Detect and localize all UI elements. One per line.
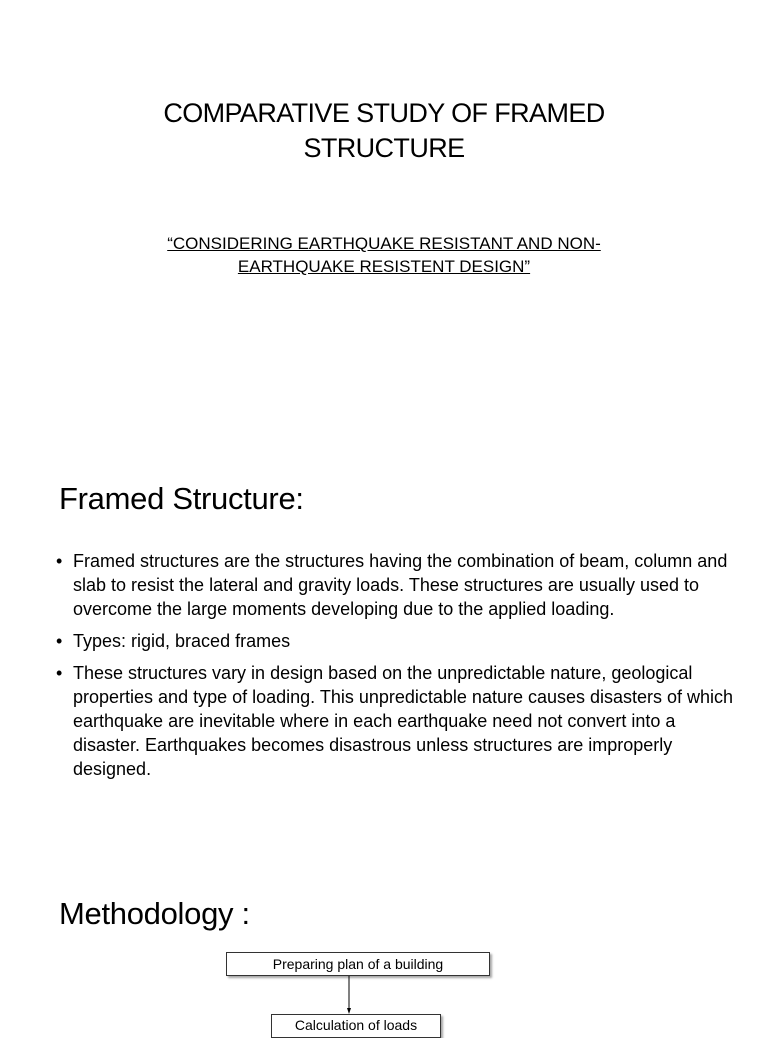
flow-arrow-icon bbox=[347, 976, 351, 1014]
bullet-text: Types: rigid, braced frames bbox=[73, 631, 291, 651]
bullet-text: These structures vary in design based on the unpredictable nature, geological properties and type of loading. This unpredictable nature causes disasters of which earthquake are inevitable where in each earthquake need not convert into a disaster. Earthquakes becomes disastrous unless structures are improperly designed. bbox=[73, 663, 734, 779]
slide-heading: Framed Structure: bbox=[59, 481, 304, 516]
presentation-subtitle: “CONSIDERING EARTHQUAKE RESISTANT AND NON- EARTHQUAKE RESISTENT DESIGN” bbox=[167, 234, 601, 276]
bullet-item bbox=[56, 661, 736, 781]
bullet-icon: • bbox=[56, 663, 63, 683]
bullet-list bbox=[56, 549, 736, 789]
framed-structure-slide bbox=[0, 438, 768, 848]
presentation-title: COMPARATIVE STUDY OF FRAMED STRUCTURE bbox=[163, 98, 605, 163]
bullet-icon: • bbox=[56, 631, 63, 651]
methodology-slide bbox=[0, 848, 768, 1033]
bullet-item bbox=[56, 549, 736, 621]
bullet-item bbox=[56, 629, 736, 653]
flowchart-step: Preparing plan of a building bbox=[226, 952, 490, 976]
bullet-icon: • bbox=[56, 551, 63, 571]
slide-heading: Methodology : bbox=[59, 896, 250, 931]
flowchart-step: Calculation of loads bbox=[271, 1014, 441, 1038]
title-slide bbox=[0, 0, 768, 438]
bullet-text: Framed structures are the structures having the combination of beam, column and slab to resist the lateral and gravity loads. These structures are usually used to overcome the large moments developing due to the applied loading. bbox=[73, 551, 728, 619]
